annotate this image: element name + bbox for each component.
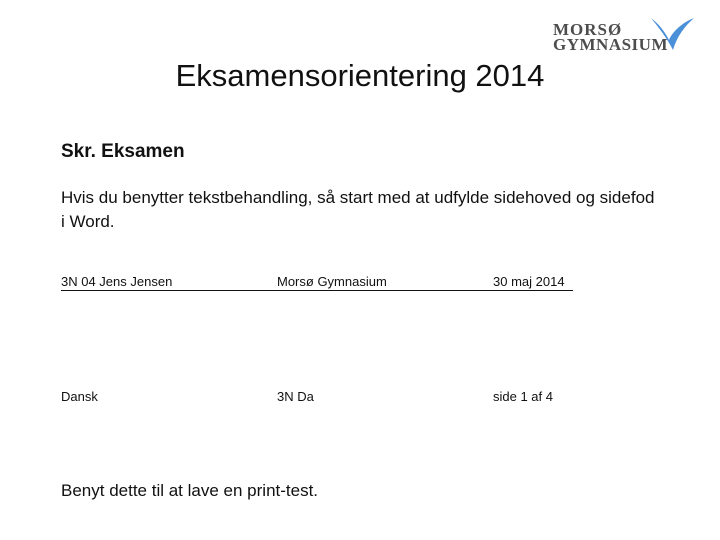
footer-subject: Dansk: [61, 389, 98, 404]
header-name: 3N 04 Jens Jensen: [61, 274, 173, 289]
instruction-paragraph: Hvis du benytter tekstbehandling, så start med at udfylde sidehoved og sidefod i Word.: [61, 188, 655, 231]
footer-page: side 1 af 4: [493, 389, 553, 404]
print-test-note: Benyt dette til at lave en print-test.: [61, 481, 319, 500]
footer-example: [61, 389, 573, 405]
logo-line1: MORSØ: [553, 20, 623, 39]
school-logo: [553, 14, 703, 54]
header-example: [61, 274, 573, 291]
bird-icon: [649, 16, 695, 52]
section-heading: Skr. Eksamen: [61, 141, 185, 162]
header-date: 30 maj 2014: [493, 274, 565, 289]
slide-title: Eksamensorientering 2014: [175, 58, 545, 93]
footer-class: 3N Da: [277, 389, 314, 404]
logo-line2: GYMNASIUM: [553, 35, 668, 54]
header-school: Morsø Gymnasium: [277, 274, 387, 289]
